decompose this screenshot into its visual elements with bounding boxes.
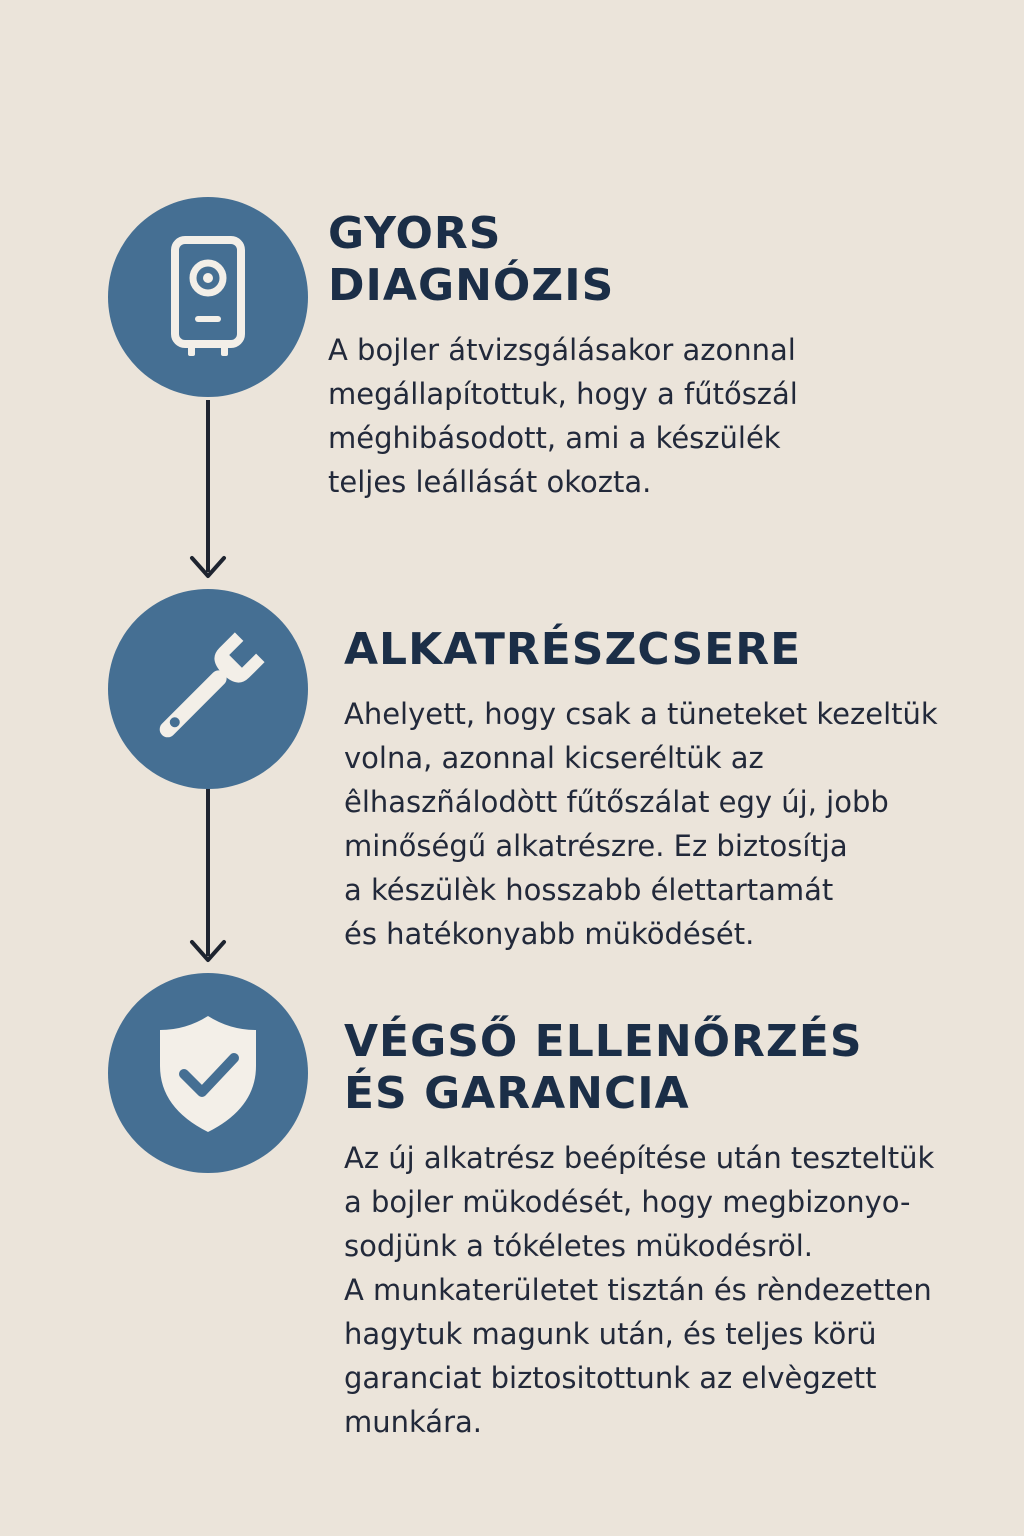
step-2-text bbox=[344, 624, 994, 956]
step-2-title-line-1: ALKATRÉSZCSERE bbox=[344, 624, 802, 675]
step-1-circle bbox=[108, 197, 308, 397]
step-3-title-line-1: VÉGSŐ ELLENŐRZÉS bbox=[344, 1016, 863, 1067]
step-2-title bbox=[344, 624, 994, 676]
step-3-description-line: Az új alkatrész beépítése után teszteltük bbox=[344, 1141, 935, 1175]
step-2-description bbox=[344, 692, 994, 956]
step-3-circle bbox=[108, 973, 308, 1173]
step-3-text bbox=[344, 1016, 994, 1444]
step-1-title bbox=[328, 208, 968, 312]
step-3-description-line: sodjünk a tókéletes mükodésröl. bbox=[344, 1229, 814, 1263]
water-heater-icon bbox=[153, 232, 263, 362]
step-3-description-line: munkára. bbox=[344, 1405, 482, 1439]
step-3-title bbox=[344, 1016, 994, 1120]
step-3-description-line: a bojler mükodését, hogy megbizonyo- bbox=[344, 1185, 911, 1219]
step-3-description-line: garanciat biztositottunk az elvègzett bbox=[344, 1361, 877, 1395]
step-2-circle bbox=[108, 589, 308, 789]
step-2-description-line: és hatékonyabb müködését. bbox=[344, 917, 755, 951]
step-1-description bbox=[328, 328, 968, 504]
step-3-description-line: A munkaterületet tisztán és rèndezetten bbox=[344, 1273, 932, 1307]
step-1-title-line-2: DIAGNÓZIS bbox=[328, 260, 615, 311]
step-1-description-line: teljes leállását okozta. bbox=[328, 465, 652, 499]
connector-arrow-1 bbox=[186, 400, 230, 582]
step-3-description-line: hagytuk magunk után, és teljes körü bbox=[344, 1317, 877, 1351]
step-1-description-line: méghibásodott, ami a készülék bbox=[328, 421, 781, 455]
step-2-description-line: Ahelyett, hogy csak a tüneteket kezeltük bbox=[344, 697, 938, 731]
step-2-description-line: volna, azonnal kicseréltük az bbox=[344, 741, 764, 775]
step-1-title-line-1: GYORS bbox=[328, 208, 502, 259]
step-1-description-line: A bojler átvizsgálásakor azonnal bbox=[328, 333, 796, 367]
step-2-description-line: êlhaszñálodòtt fűtőszálat egy új, jobb bbox=[344, 785, 889, 819]
connector-arrow-2 bbox=[186, 788, 230, 966]
step-3-description bbox=[344, 1136, 994, 1444]
step-2-description-line: minőségű alkatrészre. Ez biztosítja bbox=[344, 829, 848, 863]
shield-check-icon bbox=[148, 1008, 268, 1138]
step-2-description-line: a készülèk hosszabb élettartamát bbox=[344, 873, 834, 907]
step-1-text bbox=[328, 208, 968, 504]
step-1-description-line: megállapítottuk, hogy a fűtőszál bbox=[328, 377, 798, 411]
step-3-title-line-2: ÉS GARANCIA bbox=[344, 1068, 690, 1119]
wrench-icon bbox=[143, 624, 273, 754]
